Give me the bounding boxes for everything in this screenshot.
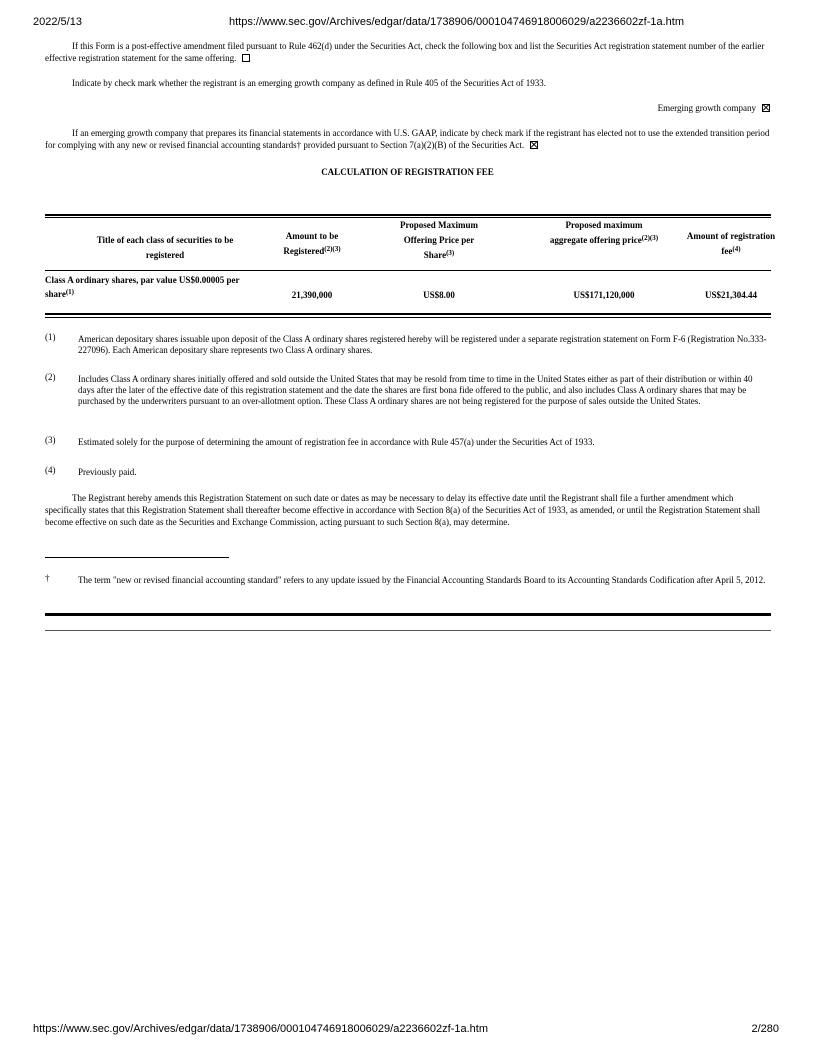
table-title: CALCULATION OF REGISTRATION FEE [321, 167, 494, 177]
col-header-amount [262, 229, 362, 259]
footnote-3-text: Estimated solely for the purpose of determining the amount of registration fee in accordance with Rule 457(a) under the Securities Act of 1933. [78, 437, 595, 447]
transition-checkbox[interactable] [530, 141, 538, 149]
row-price: US$8.00 [423, 290, 455, 300]
col-header-fee-text: Amount of registration fee [686, 231, 776, 256]
table-bottom-rule [45, 313, 771, 315]
table-bottom-rule-thin [45, 317, 771, 318]
col-header-price-text: Proposed Maximum Offering Price per Share [399, 220, 479, 260]
egc-row [658, 102, 770, 114]
col-header-aggregate-text: Proposed maximum aggregate offering price [549, 220, 643, 245]
footnote-separator [45, 557, 229, 558]
col-header-price [388, 218, 490, 263]
amendment-paragraph: The Registrant hereby amends this Registration Statement on such date or dates as may be necessary to delay its effective date until the Registrant shall file a further amendment which specifically states that this Registration Statement shall thereafter become effective in accordance with Section 8(a) of the Securities Act of 1933, as amended, or until the Registration Statement shall become effective on such date as the Securities and Exchange Commission, acting pursuant to such Section 8(a), may determine. [45, 493, 761, 527]
egc-label: Emerging growth company [657, 103, 756, 113]
col-header-aggregate [549, 218, 659, 248]
footer-url: https://www.sec.gov/Archives/edgar/data/1738906/000104746918006029/a2236602zf-1a.htm [33, 1023, 488, 1035]
footnote-3-num: (3) [45, 435, 56, 445]
col-header-amount-sup: (2)(3) [324, 245, 341, 253]
header-url: https://www.sec.gov/Archives/edgar/data/1738906/000104746918006029/a2236602zf-1a.htm [229, 16, 684, 28]
row-amount: 21,390,000 [291, 290, 333, 300]
row-aggregate: US$171,120,000 [573, 290, 635, 300]
table-header-rule [45, 270, 771, 271]
col-header-title: Title of each class of securities to be registered [96, 235, 234, 260]
col-header-fee [685, 229, 777, 259]
footnote-1-text: American depositary shares issuable upon deposit of the Class A ordinary shares registered hereby will be registered under a separate registration statement on Form F-6 (Registration No.333-227096). Each American depositary share represents two Class A ordinary shares. [78, 334, 767, 355]
dagger-note-text: The term "new or revised financial accounting standard" refers to any update issued by the Financial Accounting Standards Board to its Accounting Standards Codification after April 5, 2012. [78, 575, 766, 585]
row-title-text: Class A ordinary shares, par value US$0.00005 per share [45, 275, 240, 299]
transition-text: If an emerging growth company that prepares its financial statements in accordance with U.S. GAAP, indicate by check mark if the registrant has elected not to use the extended transition period for complying with any new or revised financial accounting standards† provided pursuant to Section 7(a)(2)(B) of the Securities Act. [45, 128, 770, 150]
footnote-2-num: (2) [45, 372, 56, 382]
egc-checkbox[interactable] [762, 104, 770, 112]
dagger-mark: † [45, 573, 50, 583]
page-end-rule-thin [45, 630, 771, 631]
row-title-sup: (1) [65, 288, 75, 296]
page-end-rule-thick [45, 613, 771, 616]
rule462-text: If this Form is a post-effective amendment filed pursuant to Rule 462(d) under the Securities Act, check the following box and list the Securities Act registration statement number of the earlier effective registration statement for the same offering. [45, 41, 765, 63]
row-title [45, 273, 267, 301]
egc-intro: Indicate by check mark whether the registrant is an emerging growth company as defined in Rule 405 of the Securities Act of 1933. [72, 78, 546, 88]
col-header-fee-sup: (4) [732, 245, 741, 253]
col-header-aggregate-sup: (2)(3) [641, 234, 659, 242]
col-header-amount-text: Amount to be Registered [283, 231, 339, 256]
footnote-4-num: (4) [45, 465, 56, 475]
footnote-1-num: (1) [45, 332, 56, 342]
print-date: 2022/5/13 [33, 16, 82, 28]
rule462-checkbox[interactable] [242, 54, 250, 62]
footnote-2-text: Includes Class A ordinary shares initially offered and sold outside the United States that may be resold from time to time in the United States either as part of their distribution or within 40 days after the later of the effective date of this registration statement and the date the shares are first bona fide offered to the public, and also includes Class A ordinary shares that may be purchased by the underwriters pursuant to an over-allotment option. These Class A ordinary shares are not being registered for the purpose of sales outside the United States. [78, 374, 753, 406]
row-fee: US$21,304.44 [704, 290, 757, 300]
table-top-rule [45, 214, 771, 216]
transition-paragraph [45, 127, 773, 151]
page-number: 2/280 [751, 1023, 779, 1035]
col-header-price-sup: (3) [446, 249, 455, 257]
footnote-4-text: Previously paid. [78, 467, 137, 477]
rule462-paragraph [45, 40, 770, 64]
